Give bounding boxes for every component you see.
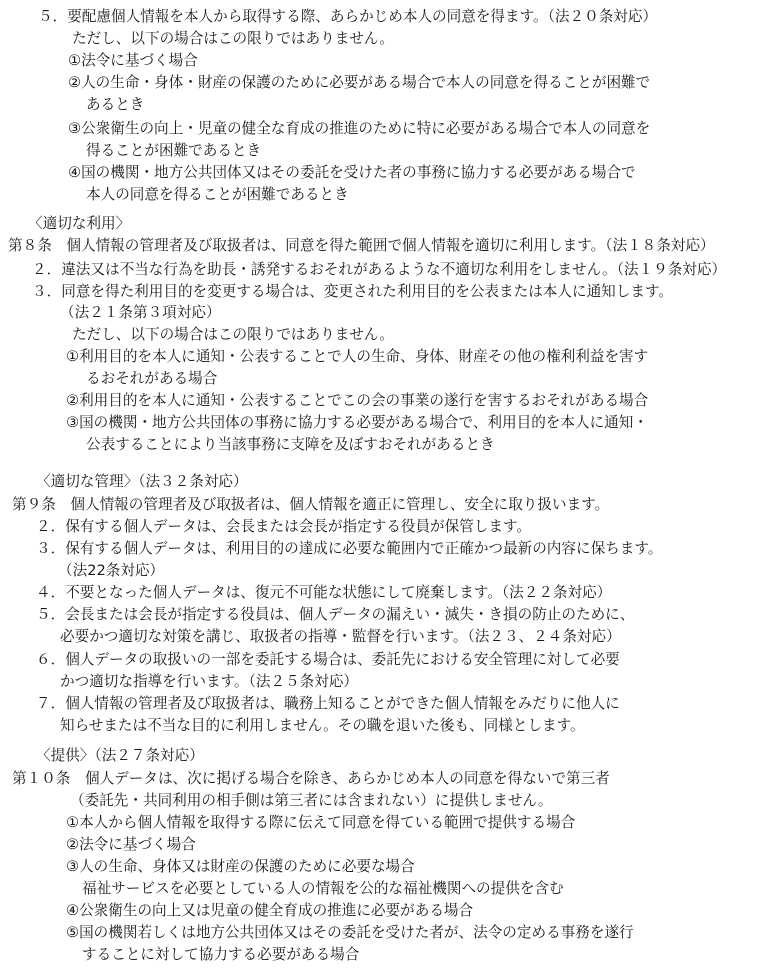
article-9-item-5: ５．会長または会長が指定する役員は、個人データの漏えい・滅失・き損の防止のために、 [36, 606, 635, 623]
article-8-case-2: ②利用目的を本人に通知・公表することでこの会の事業の遂行を害するおそれがある場合 [66, 392, 649, 409]
article-10-case-5-cont: することに対して協力する必要がある場合 [82, 946, 360, 963]
article-9-item-7: ７．個人情報の管理者及び取扱者は、職務上知ることができた個人情報をみだりに他人に [36, 695, 620, 712]
consent-case-4: ④国の機関・地方公共団体又はその委託を受けた者の事務に協力する必要がある場合で [68, 164, 636, 181]
consent-case-3-cont: 得ることが困難であるとき [86, 142, 262, 159]
consent-case-2-cont: あるとき [86, 96, 145, 113]
consent-item-5: ５．要配慮個人情報を本人から取得する際、あらかじめ本人の同意を得ます。（法２０条対応） [38, 8, 658, 25]
article-9-item-6: ６．個人データの取扱いの一部を委託する場合は、委託先における安全管理に対して必要 [36, 651, 620, 668]
consent-exception-intro: ただし、以下の場合はこの限りではありません。 [72, 30, 394, 47]
article-10-case-4: ④公衆衛生の向上又は児童の健全育成の推進に必要がある場合 [66, 902, 474, 919]
article-10-cont: （委託先・共同利用の相手側は第三者には含まれない）に提供しません。 [70, 792, 553, 809]
article-8: 第８条 個人情報の管理者及び取扱者は、同意を得た範囲で個人情報を適切に利用します。（法１８条対応） [8, 237, 715, 254]
article-10-case-1: ①本人から個人情報を取得する際に伝えて同意を得ている範囲で提供する場合 [66, 814, 576, 831]
heading-appropriate-use: 〈適切な利用〉 [28, 215, 131, 232]
article-8-item-3: ３．同意を得た利用目的を変更する場合は、変更された利用目的を公表または本人に通知します。 [32, 283, 673, 300]
article-8-case-1: ①利用目的を本人に通知・公表することで人の生命、身体、財産その他の権利利益を害す [66, 348, 649, 365]
article-10-case-5: ⑤国の機関若しくは地方公共団体又はその委託を受けた者が、法令の定める事務を遂行 [66, 924, 634, 941]
article-8-case-1-cont: るおそれがある場合 [86, 370, 218, 387]
article-10-case-2: ②法令に基づく場合 [66, 836, 196, 853]
consent-case-2: ②人の生命・身体・財産の保護のために必要がある場合で本人の同意を得ることが困難で [68, 74, 651, 91]
article-9-item-2: ２．保有する個人データは、会長または会長が指定する役員が保管します。 [36, 518, 532, 535]
article-10-case-3: ③人の生命、身体又は財産の保護のために必要な場合 [66, 858, 415, 875]
article-9-item-6-cont: かつ適切な指導を行います。（法２５条対応） [60, 673, 359, 690]
heading-appropriate-management: 〈適切な管理〉（法３２条対応） [36, 473, 248, 490]
article-10: 第１０条 個人データは、次に掲げる場合を除き、あらかじめ本人の同意を得ないで第三者 [12, 770, 610, 787]
article-9-item-7-cont: 知らせまたは不当な目的に利用しません。その職を退いた後も、同様とします。 [60, 717, 585, 734]
consent-case-1: ①法令に基づく場合 [68, 52, 198, 69]
consent-case-3: ③公衆衛生の向上・児童の健全な育成の推進のために特に必要がある場合で本人の同意を [68, 120, 651, 137]
heading-provision: 〈提供〉（法２７条対応） [36, 747, 204, 764]
article-9-item-4: ４．不要となった個人データは、復元不可能な状態にして廃棄します。（法２２条対応） [36, 584, 612, 601]
article-8-item-2: ２．違法又は不当な行為を助長・誘発するおそれがあるような不適切な利用をしません。（法１９条対応） [32, 261, 727, 278]
article-8-case-3-cont: 公表することにより当該事務に支障を及ぼすおそれがあるとき [86, 436, 495, 453]
article-8-item-3-ref: （法２１条第３項対応） [60, 304, 221, 321]
article-8-case-3: ③国の機関・地方公共団体の事務に協力する必要がある場合で、利用目的を本人に通知・ [66, 414, 648, 431]
article-9-item-3: ３．保有する個人データは、利用目的の達成に必要な範囲内で正確かつ最新の内容に保ちます。 [36, 540, 663, 557]
article-9-item-5-cont: 必要かつ適切な対策を講じ、取扱者の指導・監督を行います。（法２３、２４条対応） [60, 628, 621, 645]
article-8-exception-intro: ただし、以下の場合はこの限りではありません。 [72, 326, 394, 343]
article-10-case-3-note: 福祉サービスを必要としている人の情報を公的な福祉機関への提供を含む [82, 880, 564, 897]
consent-case-4-cont: 本人の同意を得ることが困難であるとき [86, 186, 349, 203]
article-9: 第９条 個人情報の管理者及び取扱者は、個人情報を適正に管理し、安全に取り扱います。 [12, 496, 610, 513]
article-9-item-3-ref: （法22条対応） [58, 562, 165, 579]
